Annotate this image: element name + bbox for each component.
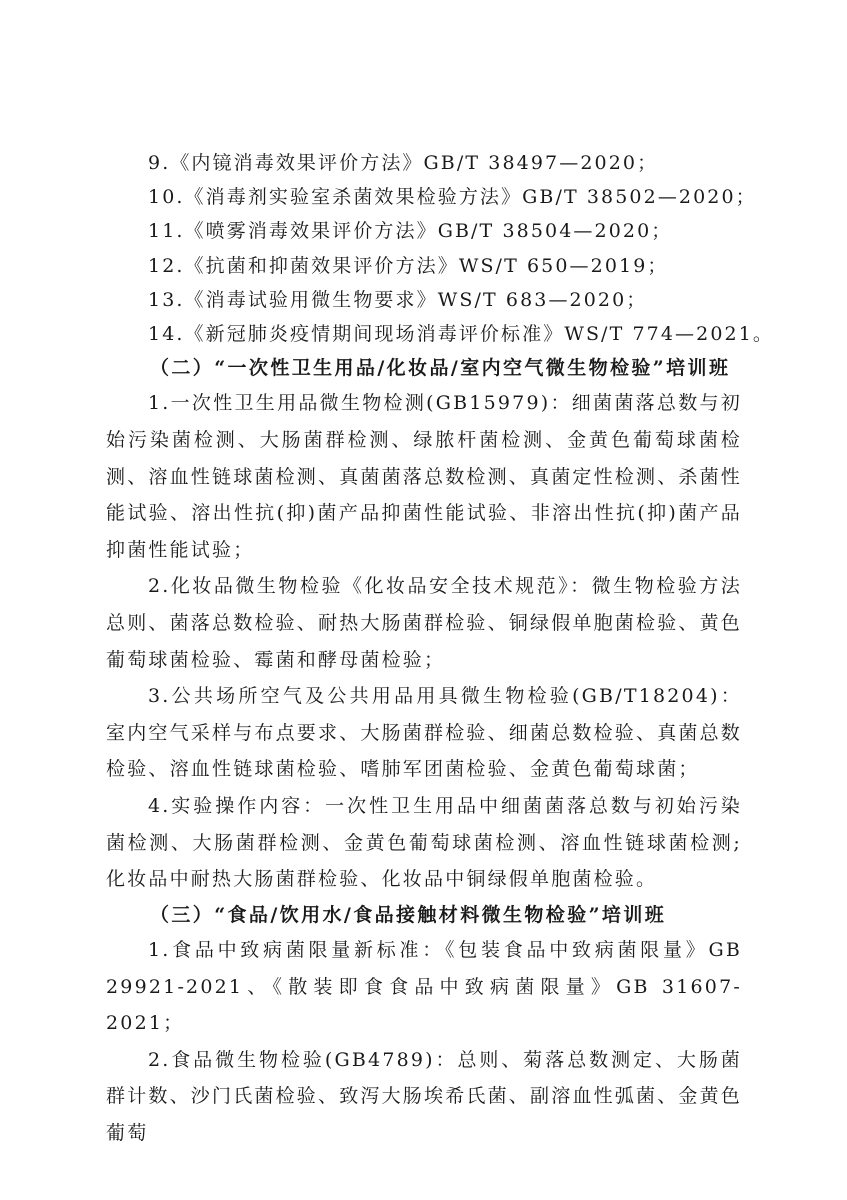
section-2-paragraph: 3.公共场所空气及公共用品用具微生物检验(GB/T18204)：室内空气采样与布点要求、大肠菌群检验、细菌总数检验、真菌总数检验、溶血性链球菌检验、嗜肺军团菌检验、金黄色葡萄球菌； — [106, 685, 743, 781]
standard-list-item: 13.《消毒试验用微生物要求》WS/T 683—2020； — [148, 288, 648, 311]
standard-list-item: 11.《喷雾消毒效果评价方法》GB/T 38504—2020； — [148, 220, 673, 243]
standard-list-item: 10.《消毒剂实验室杀菌效果检验方法》GB/T 38502—2020； — [148, 186, 757, 209]
section-3-paragraph: 2.食品微生物检验(GB4789)：总则、菊落总数测定、大肠菌群计数、沙门氏菌检验、致泻大肠埃希氏菌、副溶血性弧菌、金黄色葡萄 — [106, 1048, 743, 1144]
standard-list-item: 14.《新冠肺炎疫情期间现场消毒评价标准》WS/T 774—2021。 — [148, 323, 774, 346]
document-body — [106, 146, 774, 1152]
section-3-heading: （三）“食品/饮用水/食品接触材料微生物检验”培训班 — [150, 903, 667, 926]
section-3-paragraph: 1.食品中致病菌限量新标准：《包装食品中致病菌限量》GB 29921-2021、《散装即食食品中致病菌限量》GB 31607-2021； — [106, 938, 742, 1035]
section-2-heading: （二）“一次性卫生用品/化妆品/室内空气微生物检验”培训班 — [150, 357, 731, 380]
section-2-paragraph: 2.化妆品微生物检验《化妆品安全技术规范》：微生物检验方法总则、菌落总数检验、耐热大肠菌群检验、铜绿假单胞菌检验、黄色葡萄球菌检验、霉菌和酵母菌检验； — [106, 575, 743, 671]
standard-list-item: 9.《内镜消毒效果评价方法》GB/T 38497—2020； — [148, 152, 659, 174]
standard-list-item: 12.《抗菌和抑菌效果评价方法》WS/T 650—2019； — [148, 254, 669, 277]
section-2-paragraph: 4.实验操作内容：一次性卫生用品中细菌菌落总数与初始污染菌检测、大肠菌群检测、金黄色葡萄球菌检测、溶血性链球菌检测;化妆品中耐热大肠菌群检验、化妆品中铜绿假单胞菌检验。 — [106, 794, 742, 891]
section-2-paragraph: 1.一次性卫生用品微生物检测(GB15979)：细菌菌落总数与初始污染菌检测、大肠菌群检测、绿脓杆菌检测、金黄色葡萄球菌检测、溶血性链球菌检测、真菌菌落总数检测、真菌定性检测、杀菌性能试验、溶出性抗(抑)菌产品抑菌性能试验、非溶出性抗(抑)菌产品抑菌性能试验； — [106, 392, 743, 561]
